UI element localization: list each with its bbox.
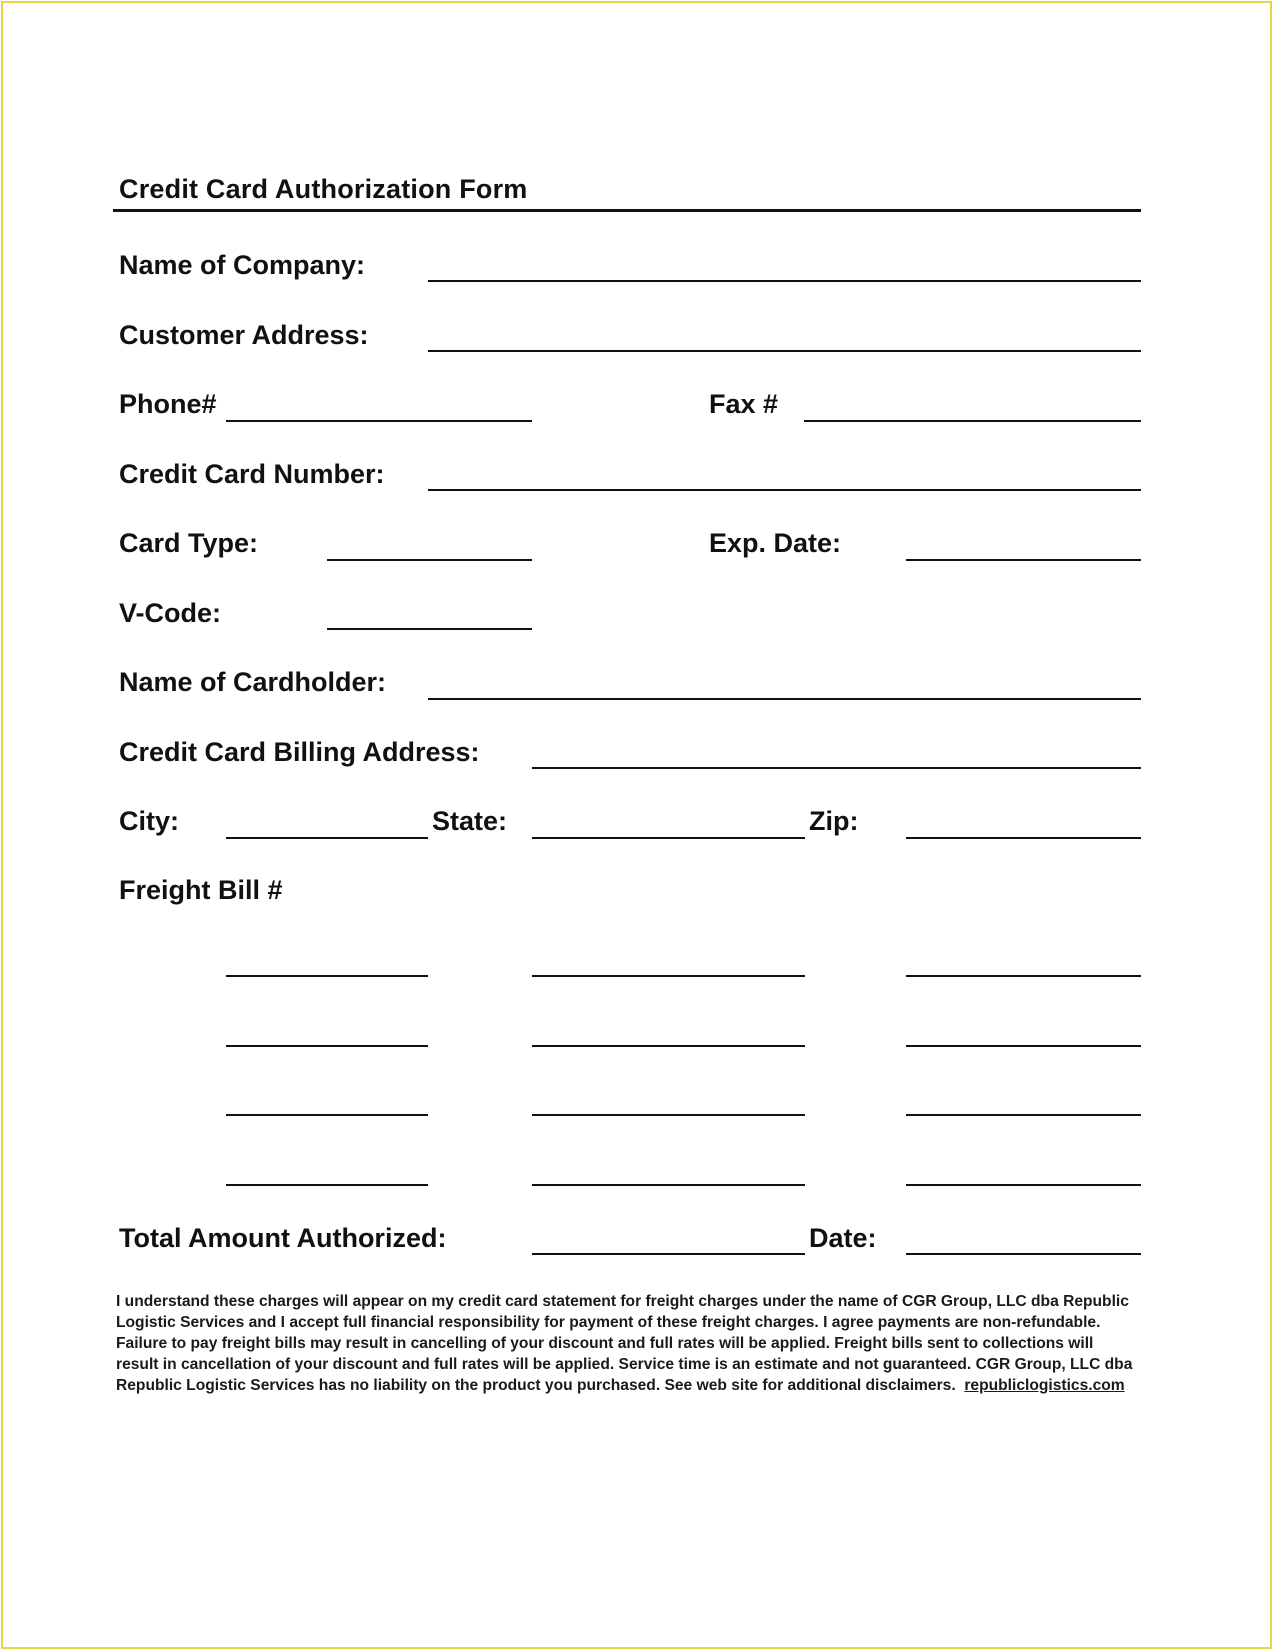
state-field[interactable] [532, 837, 805, 839]
freight-bill-field[interactable] [532, 975, 805, 977]
cardholder-field[interactable] [428, 698, 1141, 700]
freight-bill-field[interactable] [906, 1114, 1141, 1116]
freight-bill-field[interactable] [906, 975, 1141, 977]
card-number-label: Credit Card Number: [119, 459, 385, 489]
phone-label: Phone# [119, 389, 217, 419]
freight-bill-field[interactable] [226, 975, 428, 977]
city-label: City: [119, 806, 179, 836]
freight-bill-field[interactable] [532, 1045, 805, 1047]
company-label: Name of Company: [119, 250, 366, 280]
freight-bill-label: Freight Bill # [119, 875, 283, 905]
date-field[interactable] [906, 1253, 1141, 1255]
freight-bill-field[interactable] [532, 1114, 805, 1116]
fax-field[interactable] [804, 420, 1141, 422]
zip-field[interactable] [906, 837, 1141, 839]
billing-address-field[interactable] [532, 767, 1141, 769]
exp-date-field[interactable] [906, 559, 1141, 561]
form-title: Credit Card Authorization Form [119, 174, 528, 204]
phone-field[interactable] [226, 420, 532, 422]
date-label: Date: [809, 1223, 877, 1253]
fax-label: Fax # [709, 389, 779, 419]
company-field[interactable] [428, 280, 1141, 282]
card-type-label: Card Type: [119, 528, 259, 558]
billing-address-label: Credit Card Billing Address: [119, 737, 480, 767]
address-label: Customer Address: [119, 320, 369, 350]
address-field[interactable] [428, 350, 1141, 352]
vcode-label: V-Code: [119, 598, 222, 628]
card-type-field[interactable] [327, 559, 532, 561]
vcode-field[interactable] [327, 628, 532, 630]
disclaimer-text: I understand these charges will appear on my credit card statement for freight charges under the name of CGR Group, LLC dba Republic Logistic Services and I accept full financial responsibility for payment of these freight charges. I agree payments are non-refundable. Failure to pay freight bills may result in cancelling of your discount and full rates will be applied. Freight bills sent to collections will result in cancellation of your discount and full rates will be applied. Service time is an estimate and not guaranteed. CGR Group, LLC dba Republic Logistic Services has no liability on the product you purchased. See web site for additional disclaimers. [116, 1293, 1133, 1394]
page-border [1, 1, 1272, 1649]
freight-bill-field[interactable] [226, 1184, 428, 1186]
card-number-field[interactable] [428, 489, 1141, 491]
freight-bill-field[interactable] [532, 1184, 805, 1186]
total-amount-field[interactable] [532, 1253, 805, 1255]
zip-label: Zip: [809, 806, 859, 836]
freight-bill-field[interactable] [906, 1184, 1141, 1186]
total-amount-label: Total Amount Authorized: [119, 1223, 447, 1253]
disclaimer [116, 1291, 1136, 1396]
freight-bill-field[interactable] [906, 1045, 1141, 1047]
freight-bill-field[interactable] [226, 1045, 428, 1047]
website-link[interactable]: republiclogistics.com [964, 1377, 1125, 1394]
freight-bill-field[interactable] [226, 1114, 428, 1116]
cardholder-label: Name of Cardholder: [119, 667, 387, 697]
title-rule [113, 209, 1141, 212]
exp-date-label: Exp. Date: [709, 528, 842, 558]
state-label: State: [432, 806, 508, 836]
city-field[interactable] [226, 837, 428, 839]
